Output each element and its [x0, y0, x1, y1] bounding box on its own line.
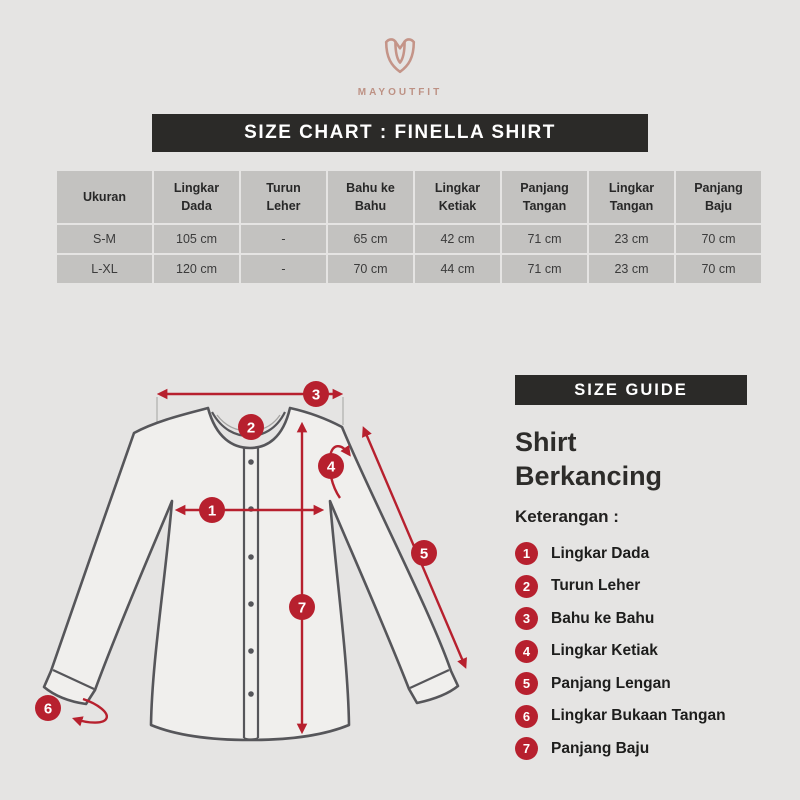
- value-cell: 23 cm: [589, 225, 674, 253]
- brand-monogram-icon: [382, 34, 418, 82]
- svg-text:3: 3: [311, 386, 321, 404]
- legend-item: [515, 640, 755, 663]
- marker-circle-5: [411, 540, 437, 566]
- value-cell: 120 cm: [154, 255, 239, 283]
- legend-number-badge: 5: [515, 672, 538, 695]
- legend-number-badge: 2: [515, 575, 538, 598]
- col-header-ukuran: Ukuran: [57, 171, 152, 223]
- shirt-diagram-icon: [20, 370, 490, 790]
- legend-list: [515, 542, 755, 760]
- size-chart-table: [55, 169, 763, 285]
- legend-number-badge: 6: [515, 705, 538, 728]
- marker-circle-3: [303, 381, 329, 407]
- value-cell: 105 cm: [154, 225, 239, 253]
- legend-item: [515, 672, 755, 695]
- col-header-panjang-tangan: Panjang Tangan: [502, 171, 587, 223]
- legend-item: [515, 705, 755, 728]
- value-cell: 70 cm: [676, 225, 761, 253]
- legend-label: Panjang Lengan: [551, 674, 671, 692]
- size-cell: S-M: [57, 225, 152, 253]
- svg-text:4: 4: [326, 458, 336, 476]
- svg-text:1: 1: [207, 502, 217, 520]
- legend-item: [515, 607, 755, 630]
- value-cell: 42 cm: [415, 225, 500, 253]
- legend-number-badge: 3: [515, 607, 538, 630]
- legend-label: Bahu ke Bahu: [551, 609, 655, 627]
- product-name: Shirt Berkancing: [515, 427, 663, 491]
- value-cell: 65 cm: [328, 225, 413, 253]
- table-header-row: [57, 171, 761, 223]
- marker-circle-7: [289, 594, 315, 620]
- legend-title: Keterangan :: [515, 507, 619, 526]
- value-cell: 70 cm: [328, 255, 413, 283]
- size-chart-title-banner: [152, 114, 648, 152]
- brand-logo: [0, 34, 800, 98]
- table-row: [57, 225, 761, 253]
- shirt-outline: [44, 408, 458, 740]
- size-chart-title: SIZE CHART : FINELLA SHIRT: [244, 122, 556, 143]
- value-cell: 44 cm: [415, 255, 500, 283]
- legend-number-badge: 1: [515, 542, 538, 565]
- col-header-panjang-baju: Panjang Baju: [676, 171, 761, 223]
- marker-circle-6: [35, 695, 61, 721]
- shirt-measurement-diagram: [20, 370, 490, 795]
- legend-item: [515, 542, 755, 565]
- legend-label: Lingkar Ketiak: [551, 642, 658, 659]
- marker-circle-2: [238, 414, 264, 440]
- size-guide-title: SIZE GUIDE: [574, 380, 688, 399]
- col-header-turun-leher: Turun Leher: [241, 171, 326, 223]
- svg-text:7: 7: [297, 599, 307, 617]
- svg-text:5: 5: [419, 545, 429, 563]
- table-row: [57, 255, 761, 283]
- col-header-lingkar-dada: Lingkar Dada: [154, 171, 239, 223]
- value-cell: -: [241, 225, 326, 253]
- marker-circle-1: [199, 497, 225, 523]
- legend-number-badge: 4: [515, 640, 538, 663]
- value-cell: -: [241, 255, 326, 283]
- legend-label: Panjang Baju: [551, 739, 650, 757]
- brand-name: MAYOUTFIT: [357, 87, 443, 98]
- value-cell: 70 cm: [676, 255, 761, 283]
- legend-item: [515, 737, 755, 760]
- legend-label: Lingkar Bukaan Tangan: [551, 707, 726, 724]
- svg-text:6: 6: [43, 700, 53, 718]
- legend-number-badge: 7: [515, 737, 538, 760]
- value-cell: 23 cm: [589, 255, 674, 283]
- col-header-lingkar-tangan: Lingkar Tangan: [589, 171, 674, 223]
- size-cell: L-XL: [57, 255, 152, 283]
- legend-label: Lingkar Dada: [551, 544, 650, 562]
- marker-circle-4: [318, 453, 344, 479]
- value-cell: 71 cm: [502, 225, 587, 253]
- svg-text:2: 2: [246, 419, 256, 437]
- col-header-lingkar-ketiak: Lingkar Ketiak: [415, 171, 500, 223]
- size-guide-banner: [515, 375, 747, 405]
- legend-label: Turun Leher: [551, 577, 641, 594]
- value-cell: 71 cm: [502, 255, 587, 283]
- col-header-bahu-ke-bahu: Bahu ke Bahu: [328, 171, 413, 223]
- size-guide-section: [515, 375, 755, 770]
- legend-item: [515, 575, 755, 598]
